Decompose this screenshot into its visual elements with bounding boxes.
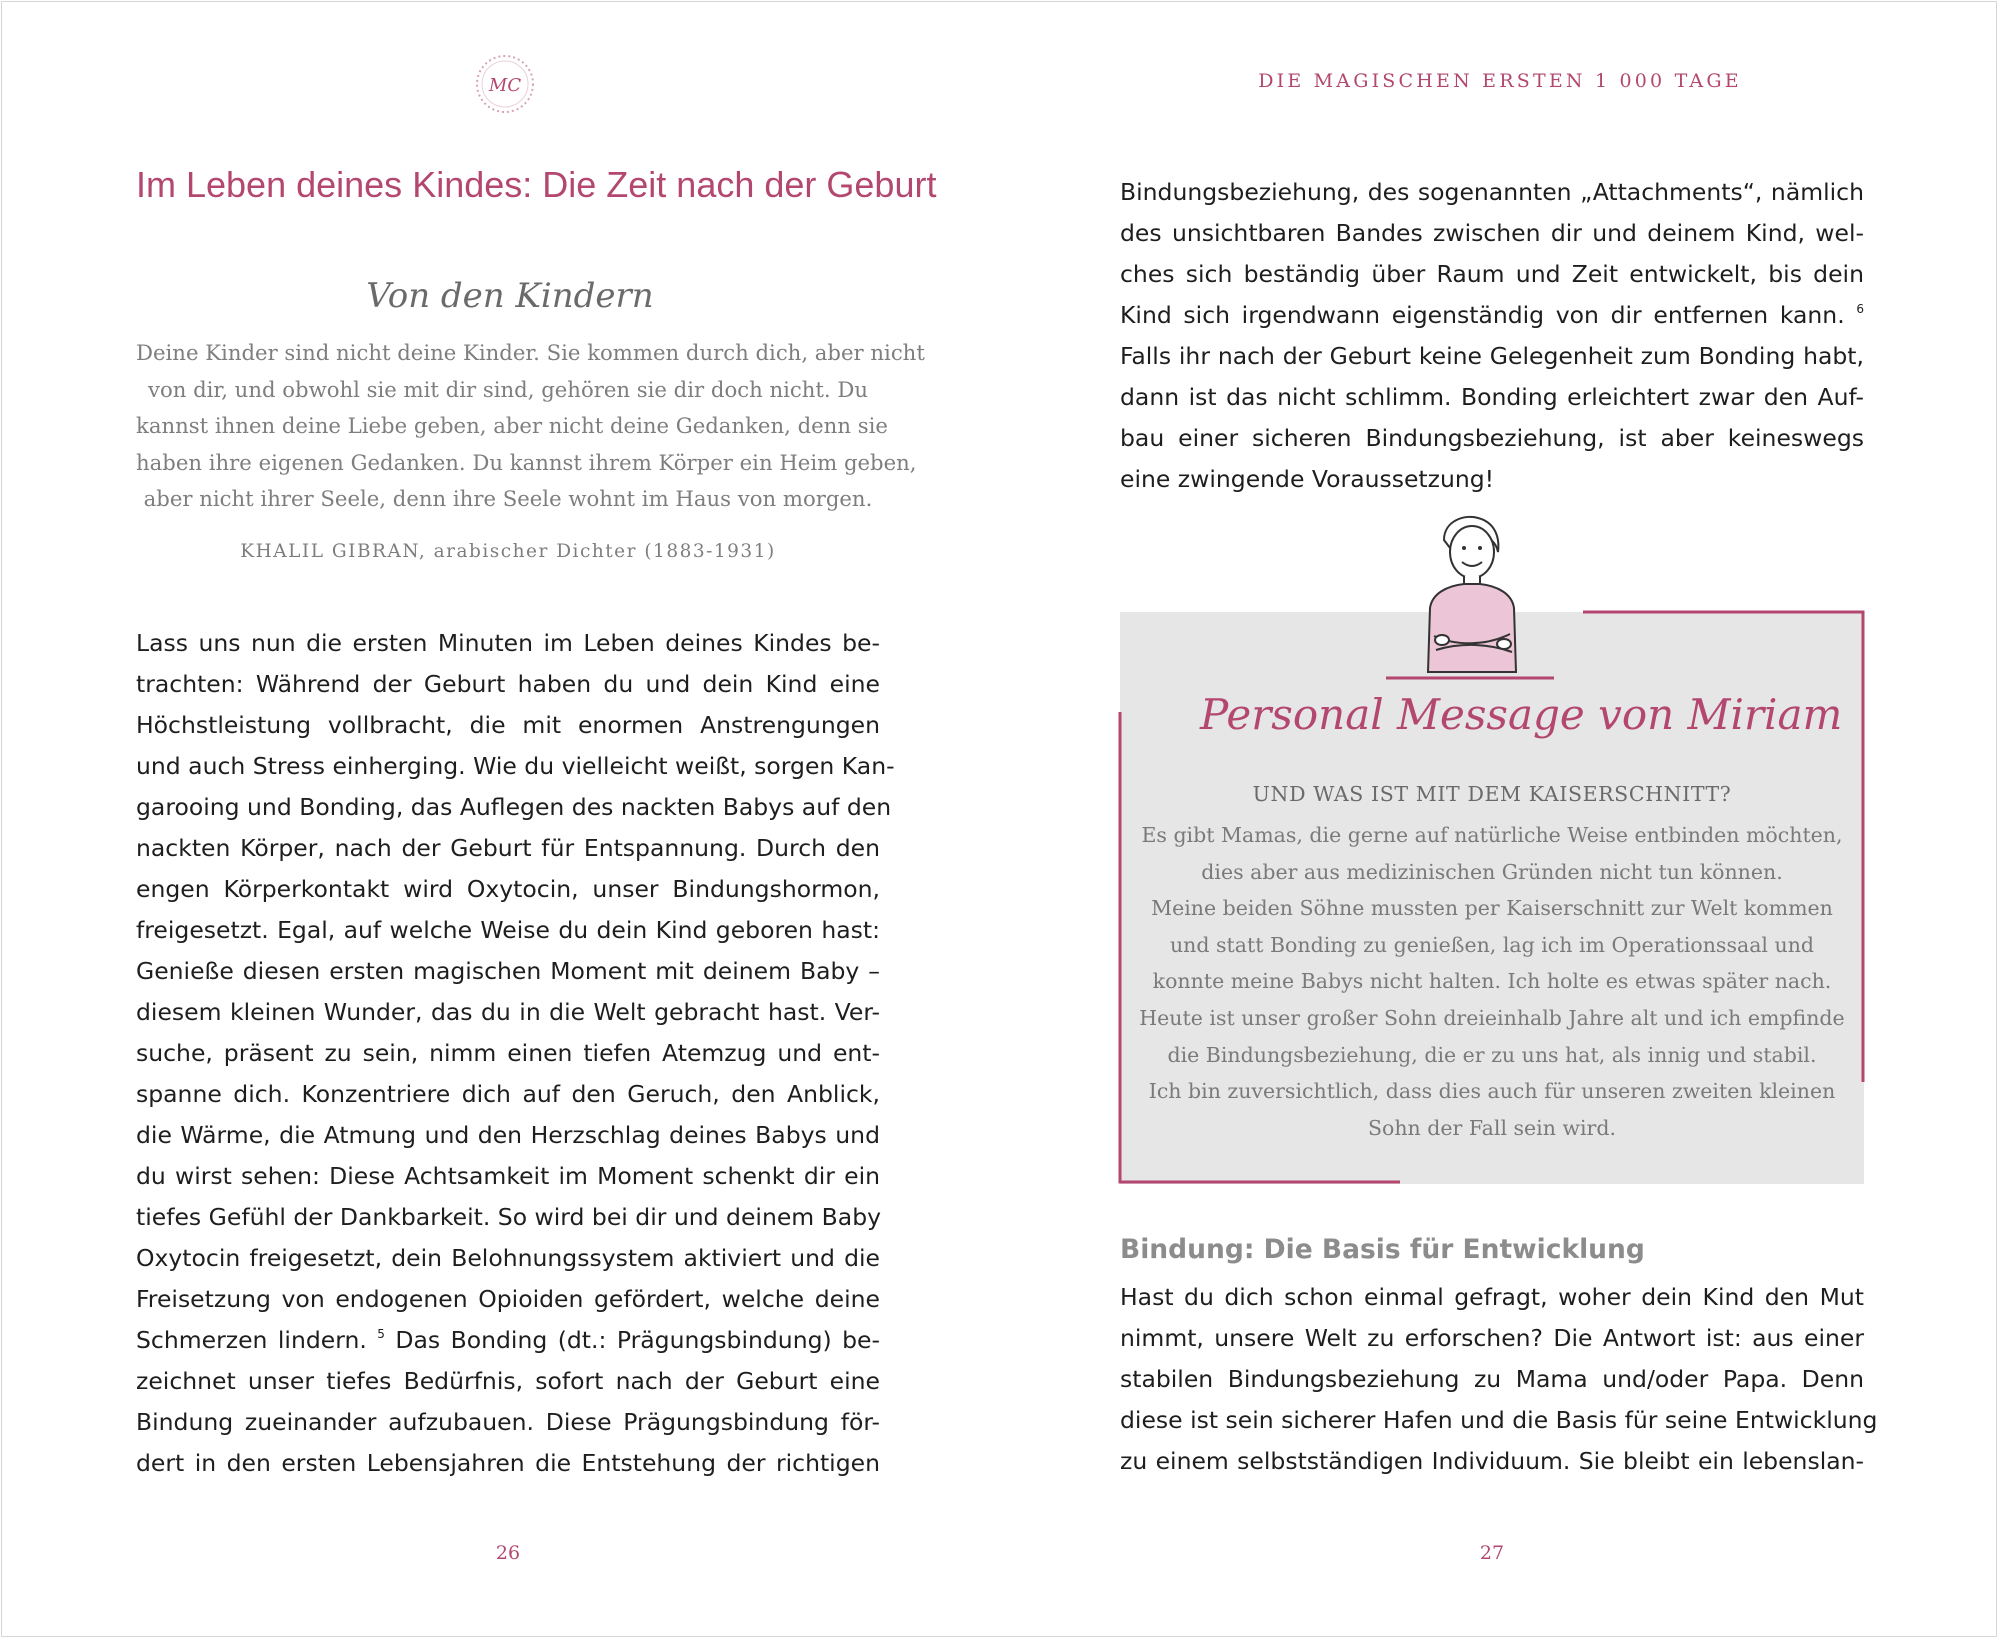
body-line: eine zwingende Voraussetzung! xyxy=(1120,465,1495,493)
quote-line: aber nicht ihrer Seele, denn ihre Seele wohnt im Haus von morgen. xyxy=(143,486,873,512)
body-line: bau einer sicheren Bindungsbeziehung, ist aber keineswegs xyxy=(1120,424,1864,452)
chapter-title: Im Leben deines Kindes: Die Zeit nach der Geburt xyxy=(136,164,937,205)
quote-line: Deine Kinder sind nicht deine Kinder. Sie kommen durch dich, aber nicht xyxy=(136,340,925,365)
body-line: freigesetzt. Egal, auf welche Weise du dein Kind geboren hast: xyxy=(136,916,880,944)
personal-message-subtitle: UND WAS IST MIT DEM KAISERSCHNITT? xyxy=(1252,782,1732,806)
right-body-text-top xyxy=(1120,172,1864,500)
body-line: Falls ihr nach der Geburt keine Gelegenheit zum Bonding habt, xyxy=(1120,342,1864,370)
author-portrait-illustration xyxy=(1386,512,1556,680)
body-line: Genieße diesen ersten magischen Moment mit deinem Baby – xyxy=(136,957,880,985)
body-line-footnote-6: Kind sich irgendwann eigenständig von dir entfernen kann. $^6$ xyxy=(1120,301,1864,329)
body-line: Hast du dich schon einmal gefragt, woher dein Kind den Mut xyxy=(1120,1283,1864,1311)
message-line: Meine beiden Söhne mussten per Kaiserschnitt zur Welt kommen xyxy=(1151,896,1833,921)
body-line: Bindung zueinander aufzubauen. Diese Prägungsbindung för- xyxy=(136,1408,880,1436)
right-body-text-bottom xyxy=(1120,1277,1878,1482)
body-line: und auch Stress einherging. Wie du vielleicht weißt, sorgen Kan- xyxy=(136,752,895,780)
body-line: Bindungsbeziehung, des sogenannten „Attachments“, nämlich xyxy=(1120,178,1864,206)
svg-text:MC: MC xyxy=(488,75,522,96)
body-line: engen Körperkontakt wird Oxytocin, unser Bindungshormon, xyxy=(136,875,880,903)
running-head: DIE MAGISCHEN ERSTEN 1 000 TAGE xyxy=(1258,70,1742,92)
body-line: Freisetzung von endogenen Opioiden gefördert, welche deine xyxy=(136,1285,880,1313)
body-line: suche, präsent zu sein, nimm einen tiefen Atemzug und ent- xyxy=(136,1039,880,1067)
body-line: stabilen Bindungsbeziehung zu Mama und/oder Papa. Denn xyxy=(1120,1365,1864,1393)
body-line: tiefes Gefühl der Dankbarkeit. So wird bei dir und deinem Baby xyxy=(136,1203,882,1231)
body-line: du wirst sehen: Diese Achtsamkeit im Moment schenkt dir ein xyxy=(136,1162,880,1190)
body-line: zu einem selbstständigen Individuum. Sie bleibt ein lebenslan- xyxy=(1120,1447,1864,1475)
message-line: die Bindungsbeziehung, die er zu uns hat, als innig und stabil. xyxy=(1167,1042,1817,1067)
body-line: dann ist das nicht schlimm. Bonding erleichtert zwar den Auf- xyxy=(1120,383,1864,411)
body-line: garooing und Bonding, das Auflegen des nackten Babys auf den xyxy=(136,793,892,821)
message-line: konnte meine Babys nicht halten. Ich holte es etwas später nach. xyxy=(1152,969,1832,994)
footnote-ref-5[interactable]: 5 xyxy=(377,1327,385,1341)
body-line-footnote-5: Schmerzen lindern. $^5$ Das Bonding (dt.: Prägungsbindung) be- xyxy=(136,1326,880,1354)
footnote-ref-6[interactable]: 6 xyxy=(1856,302,1864,316)
body-line: diese ist sein sicherer Hafen und die Basis für seine Entwicklung xyxy=(1120,1406,1878,1434)
body-line: des unsichtbaren Bandes zwischen dir und deinem Kind, wel- xyxy=(1120,219,1864,247)
body-line: ches sich beständig über Raum und Zeit entwickelt, bis dein xyxy=(1120,260,1864,288)
message-line: und statt Bonding zu genießen, lag ich im Operationssaal und xyxy=(1169,932,1815,957)
message-line: Es gibt Mamas, die gerne auf natürliche Weise entbinden möchten, xyxy=(1141,823,1843,847)
message-line: dies aber aus medizinischen Gründen nicht tun können. xyxy=(1201,859,1783,884)
left-body-text xyxy=(136,623,895,1484)
quote-title: Von den Kindern xyxy=(366,276,654,316)
body-line: Oxytocin freigesetzt, dein Belohnungssystem aktiviert und die xyxy=(136,1244,880,1272)
page-number-right: 27 xyxy=(1479,1542,1505,1564)
body-line: diesem kleinen Wunder, das du in die Welt gebracht hast. Ver- xyxy=(136,998,880,1026)
quote-author: KHALIL GIBRAN, arabischer Dichter (1883-1931) xyxy=(240,541,776,562)
body-line: die Wärme, die Atmung und den Herzschlag deines Babys und xyxy=(136,1121,880,1149)
quote-line: kannst ihnen deine Liebe geben, aber nicht deine Gedanken, denn sie xyxy=(136,413,888,439)
message-line: Sohn der Fall sein wird. xyxy=(1367,1115,1617,1140)
body-line: dert in den ersten Lebensjahren die Entstehung der richtigen xyxy=(136,1449,880,1477)
monogram-logo xyxy=(474,53,536,115)
page-number-left: 26 xyxy=(495,1542,521,1564)
personal-message-text xyxy=(1120,817,1864,1146)
quote-line: haben ihre eigenen Gedanken. Du kannst ihrem Körper ein Heim geben, xyxy=(136,449,917,475)
body-line: nackten Körper, nach der Geburt für Entspannung. Durch den xyxy=(136,834,880,862)
body-line: spanne dich. Konzentriere dich auf den Geruch, den Anblick, xyxy=(136,1080,880,1108)
section-heading: Bindung: Die Basis für Entwicklung xyxy=(1120,1234,1645,1265)
body-line: zeichnet unser tiefes Bedürfnis, sofort nach der Geburt eine xyxy=(136,1367,880,1395)
quote-text xyxy=(136,335,925,518)
personal-message-title: Personal Message von Miriam xyxy=(1200,690,1843,739)
message-line: Ich bin zuversichtlich, dass dies auch für unseren zweiten kleinen xyxy=(1148,1079,1836,1104)
quote-line: von dir, und obwohl sie mit dir sind, gehören sie dir doch nicht. Du xyxy=(147,376,869,402)
body-line: trachten: Während der Geburt haben du und dein Kind eine xyxy=(136,670,880,698)
body-line: Lass uns nun die ersten Minuten im Leben deines Kindes be- xyxy=(136,629,880,657)
body-line: Höchstleistung vollbracht, die mit enormen Anstrengungen xyxy=(136,711,880,739)
body-line: nimmt, unsere Welt zu erforschen? Die Antwort ist: aus einer xyxy=(1120,1324,1864,1352)
message-line: Heute ist unser großer Sohn dreieinhalb Jahre alt und ich empfinde xyxy=(1139,1005,1845,1030)
